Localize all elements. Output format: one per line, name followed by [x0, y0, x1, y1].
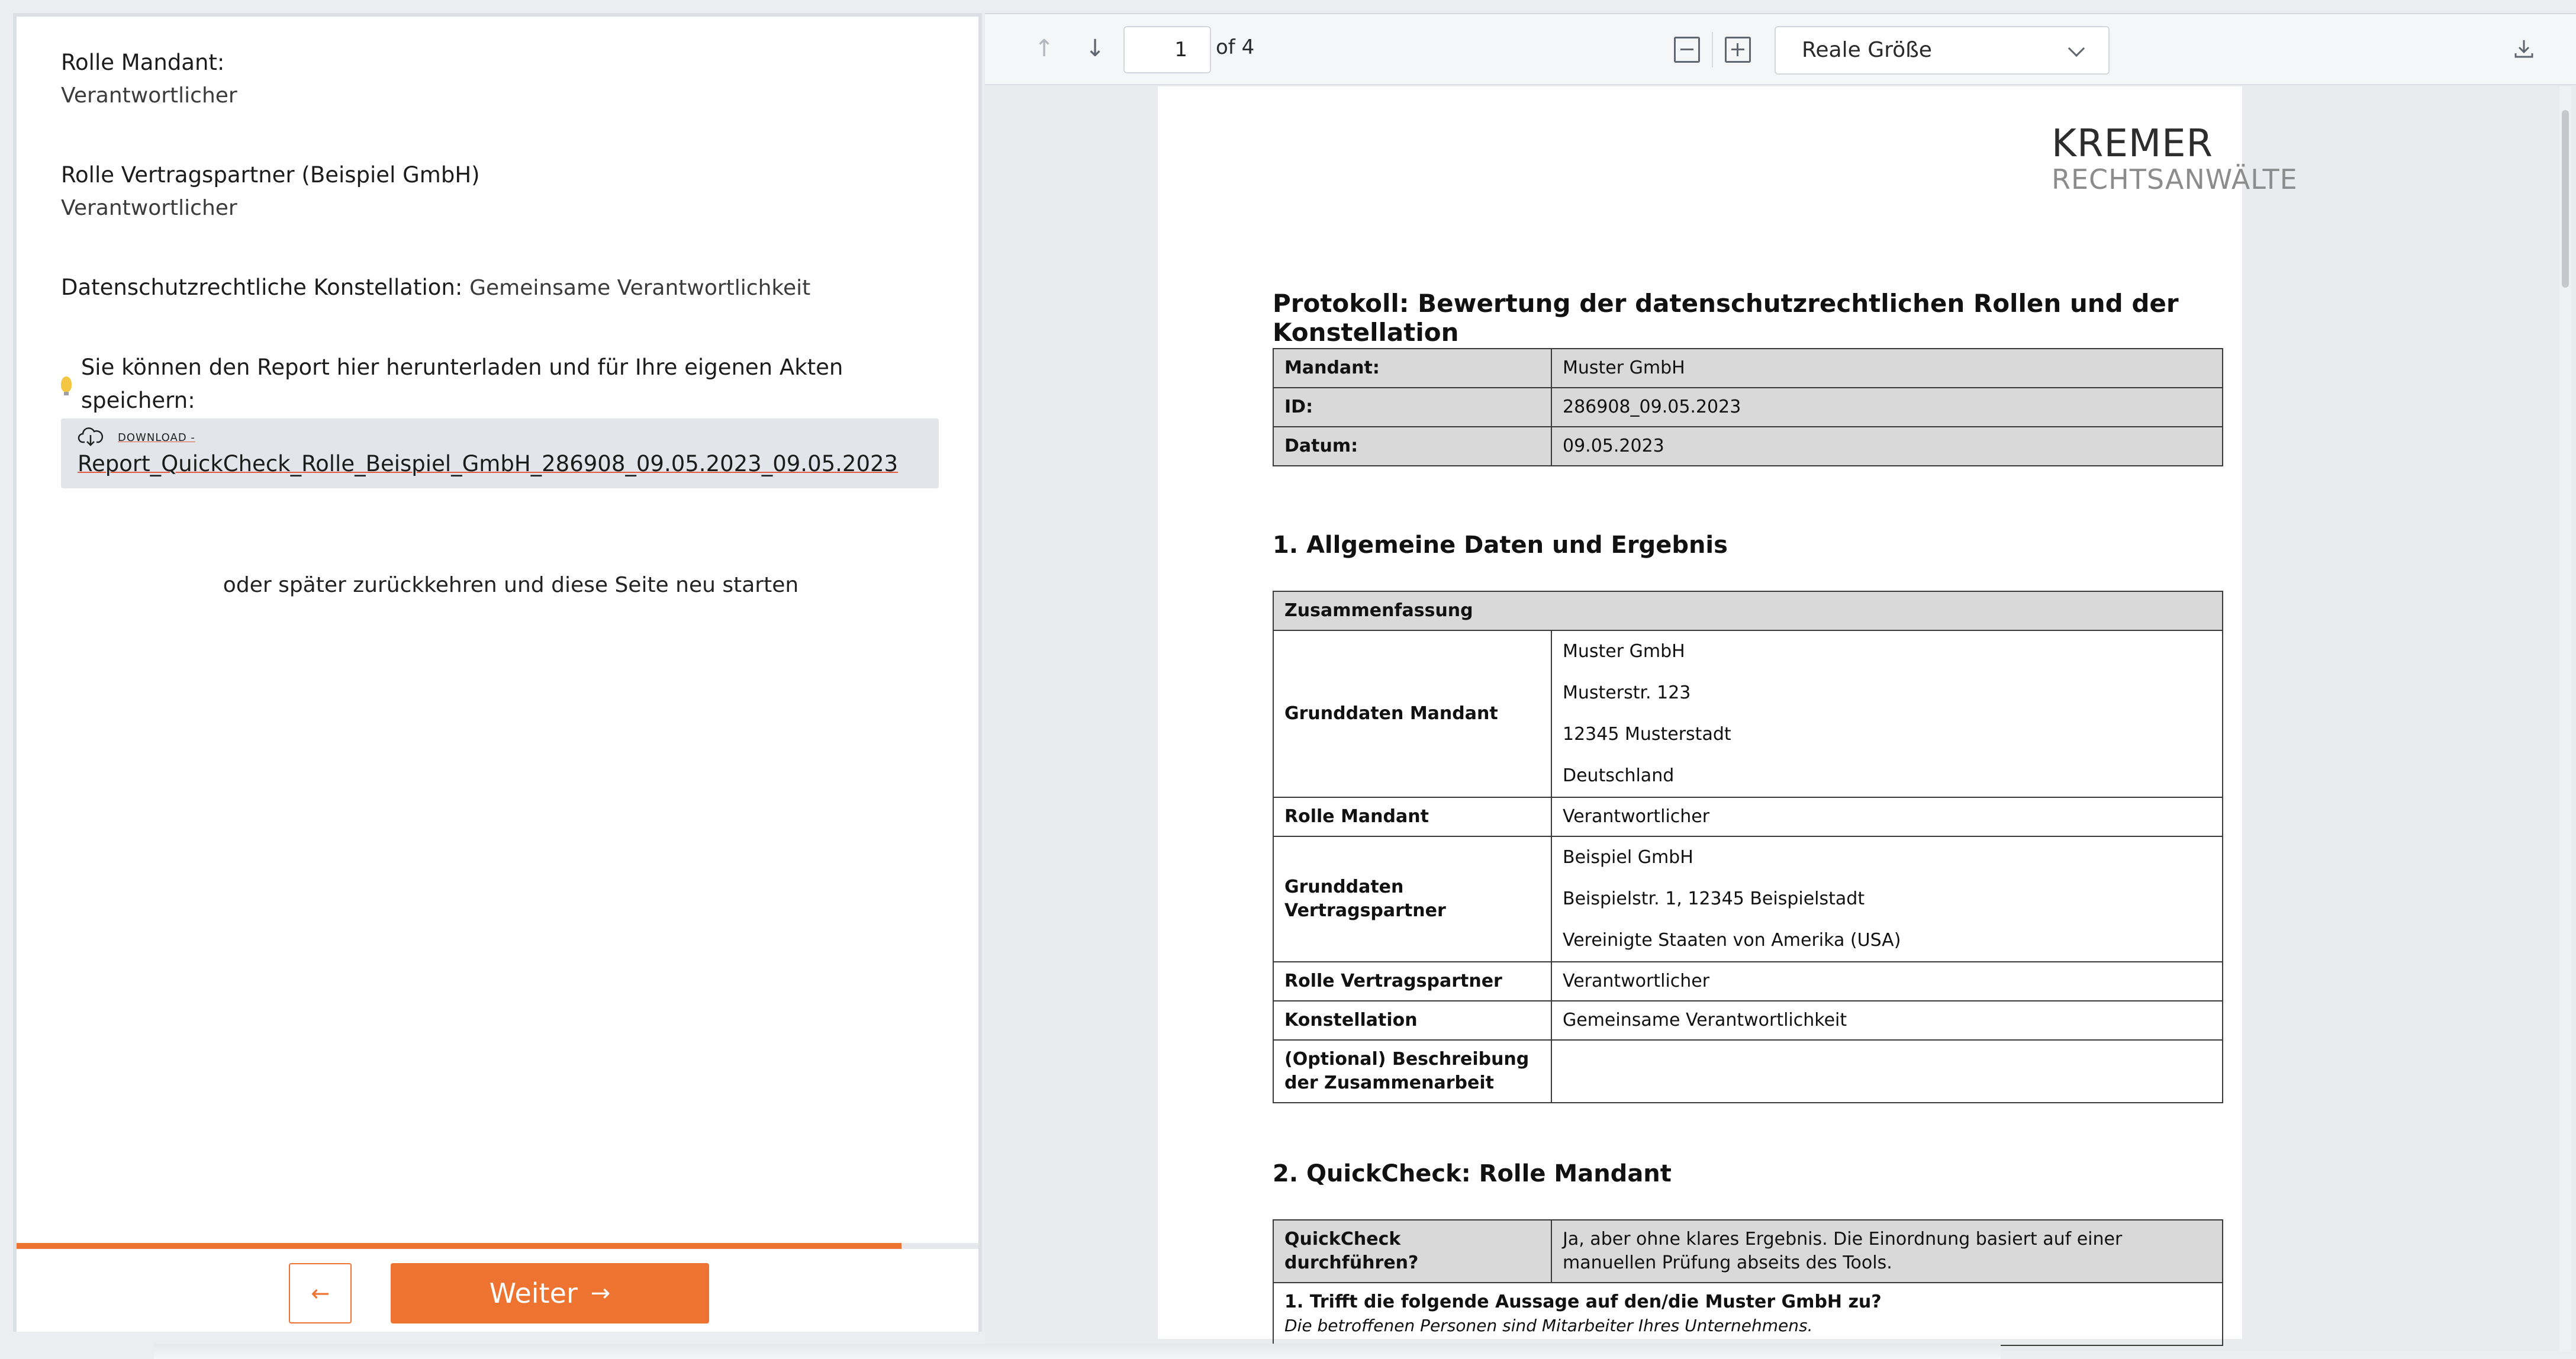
table-row	[1273, 630, 2223, 797]
return-later-text: oder später zurückkehren und diese Seite neu starten	[223, 573, 799, 597]
document-title: Protokoll: Bewertung der datenschutzrechtlichen Rollen und der Konstellation	[1273, 289, 2179, 347]
toolbar-divider	[1712, 32, 1713, 67]
address-line: Beispielstr. 1, 12345 Beispielstadt	[1563, 888, 1865, 909]
summary-key: (Optional) Beschreibung der Zusammenarbeit	[1273, 1040, 1551, 1103]
table-row	[1273, 797, 2223, 836]
summary-key: Rolle Vertragspartner	[1273, 962, 1551, 1001]
table-row	[1273, 1283, 2223, 1345]
logo-main-text: KREMER	[2052, 122, 2213, 166]
meta-key: Datum:	[1273, 427, 1551, 466]
download-hint	[61, 351, 955, 417]
address-line: Vereinigte Staaten von Amerika (USA)	[1563, 930, 1901, 951]
table-row	[1273, 1040, 2223, 1103]
summary-table	[1273, 591, 2223, 1103]
lightbulb-icon	[61, 376, 72, 392]
role-partner-value: Verantwortlicher	[61, 196, 237, 220]
pdf-viewer	[985, 13, 2576, 1351]
arrow-up-icon[interactable]: ↑	[1034, 35, 1054, 62]
chevron-down-icon	[2068, 40, 2085, 57]
address-line: 12345 Musterstadt	[1563, 724, 1731, 745]
pdf-page	[1158, 86, 2298, 1339]
meta-value: 09.05.2023	[1551, 427, 2223, 466]
arrow-down-icon[interactable]: ↓	[1085, 35, 1105, 62]
table-row	[1273, 1001, 2223, 1040]
table-row	[1273, 388, 2223, 427]
question-text: 1. Trifft die folgende Aussage auf den/die Muster GmbH zu?	[1284, 1292, 1882, 1312]
bottom-shadow	[154, 1344, 2001, 1359]
constellation-row	[61, 271, 955, 305]
summary-key: Rolle Mandant	[1273, 797, 1551, 836]
role-partner-label: Rolle Vertragspartner (Beispiel GmbH)	[61, 162, 480, 188]
quickcheck-value: Ja, aber ohne klares Ergebnis. Die Einordnung basiert auf einer manuellen Prüfung abseits des Tools.	[1551, 1220, 2223, 1283]
constellation-label: Datenschutzrechtliche Konstellation:	[61, 275, 463, 300]
table-row	[1273, 427, 2223, 466]
constellation-value: Gemeinsame Verantwortlichkeit	[469, 276, 811, 300]
report-panel	[13, 13, 982, 1332]
table-row	[1273, 591, 2223, 630]
logo-sub-text: RECHTSANWÄLTE	[2052, 163, 2298, 195]
zoom-in-icon[interactable]	[1725, 37, 1751, 63]
meta-key: Mandant:	[1273, 349, 1551, 388]
zoom-out-icon[interactable]	[1674, 37, 1700, 63]
address-line: Deutschland	[1563, 765, 1675, 786]
scrollbar-thumb[interactable]	[2562, 110, 2569, 288]
summary-header: Zusammenfassung	[1273, 591, 2223, 630]
download-icon[interactable]	[2511, 36, 2537, 62]
table-row	[1273, 349, 2223, 388]
next-button[interactable]	[391, 1263, 709, 1323]
role-client-value: Verantwortlicher	[61, 83, 237, 108]
role-client-block	[61, 46, 955, 112]
table-row	[1273, 1220, 2223, 1283]
download-hint-text: Sie können den Report hier herunterladen und für Ihre eigenen Akten speichern:	[80, 355, 843, 413]
address-line: Beispiel GmbH	[1563, 847, 1693, 868]
arrow-left-icon: ←	[311, 1280, 330, 1306]
question-subtext: Die betroffenen Personen sind Mitarbeiter Ihres Unternehmens.	[1284, 1316, 1813, 1335]
download-link[interactable]	[61, 418, 939, 488]
summary-key: Konstellation	[1273, 1001, 1551, 1040]
progress-bar	[17, 1243, 978, 1249]
summary-value: Gemeinsame Verantwortlichkeit	[1551, 1001, 2223, 1040]
zoom-select-value: Reale Größe	[1802, 38, 1932, 62]
summary-value	[1551, 630, 2223, 797]
firm-logo	[2052, 123, 2298, 194]
meta-value: 286908_09.05.2023	[1551, 388, 2223, 427]
report-content	[61, 46, 955, 597]
role-client-label: Rolle Mandant:	[61, 50, 225, 75]
summary-value: Verantwortlicher	[1551, 797, 2223, 836]
section-heading-1: 1. Allgemeine Daten und Ergebnis	[1273, 532, 1728, 559]
meta-key: ID:	[1273, 388, 1551, 427]
next-button-label: Weiter	[489, 1277, 578, 1309]
table-row	[1273, 836, 2223, 962]
download-filename[interactable]: Report_QuickCheck_Rolle_Beispiel_GmbH_286908_09.05.2023_09.05.2023	[78, 451, 899, 476]
page-count: of 4	[1216, 36, 1255, 59]
arrow-right-icon: →	[590, 1280, 611, 1307]
summary-key: Grunddaten Vertragspartner	[1273, 836, 1551, 962]
cloud-download-icon	[78, 427, 104, 447]
page-number-input[interactable]: 1	[1123, 26, 1211, 73]
back-button[interactable]	[289, 1263, 352, 1323]
meta-table	[1273, 348, 2223, 466]
pdf-scrollbar[interactable]	[2559, 86, 2571, 1352]
address-line: Muster GmbH	[1563, 641, 1685, 662]
address-line: Musterstr. 123	[1563, 682, 1691, 703]
role-partner-block	[61, 159, 955, 225]
wizard-footer	[17, 1249, 978, 1332]
section-heading-2: 2. QuickCheck: Rolle Mandant	[1273, 1160, 1672, 1187]
summary-value: Verantwortlicher	[1551, 962, 2223, 1001]
zoom-select[interactable]	[1775, 26, 2110, 75]
table-row	[1273, 962, 2223, 1001]
meta-value: Muster GmbH	[1551, 349, 2223, 388]
quickcheck-key: QuickCheck durchführen?	[1273, 1220, 1551, 1283]
summary-key: Grunddaten Mandant	[1273, 630, 1551, 797]
quickcheck-table	[1273, 1219, 2223, 1346]
summary-value	[1551, 836, 2223, 962]
summary-value	[1551, 1040, 2223, 1103]
pdf-toolbar	[985, 14, 2576, 85]
progress-fill	[17, 1243, 901, 1249]
download-small-label: DOWNLOAD -	[118, 431, 195, 444]
question-cell	[1273, 1283, 2223, 1345]
